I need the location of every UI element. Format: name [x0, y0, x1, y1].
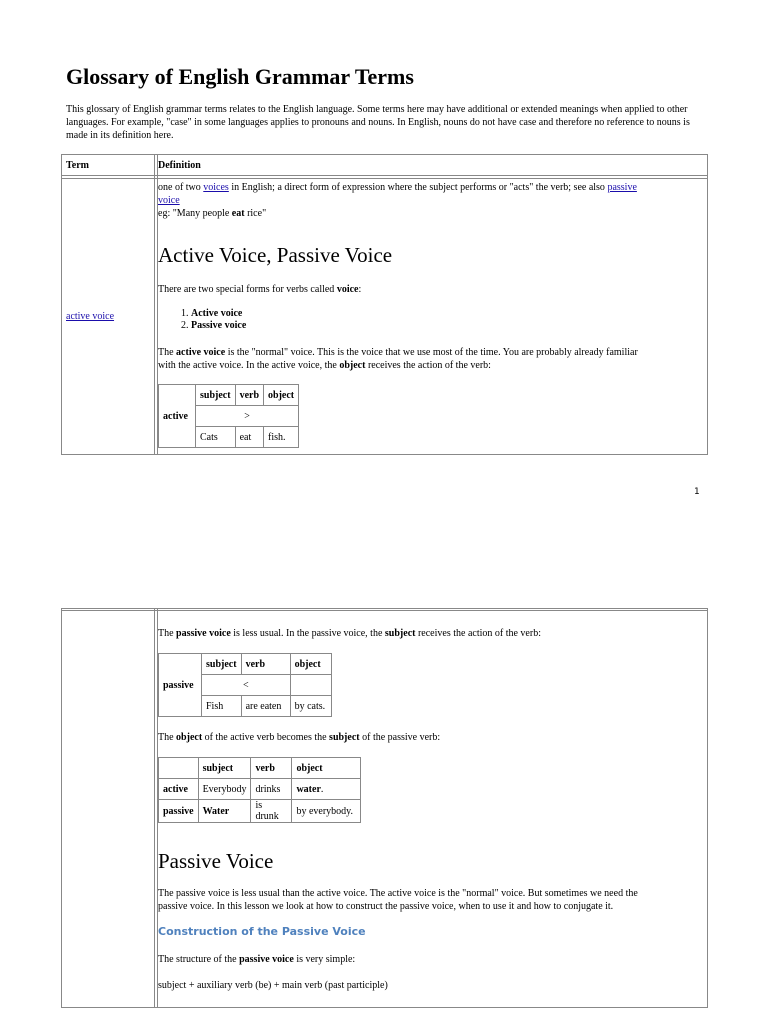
structure-formula: subject + auxiliary verb (be) + main verb (past participle)	[158, 980, 388, 991]
subsection-heading: Construction of the Passive Voice	[158, 925, 366, 938]
header-term: Term	[66, 160, 89, 171]
row-divider	[62, 175, 707, 176]
table-cell: water.	[292, 779, 361, 800]
link-passive[interactable]: passive	[607, 182, 637, 193]
page-number: 1	[694, 487, 700, 497]
glossary-table	[61, 154, 708, 455]
row-label: passive	[159, 654, 202, 717]
column-divider	[154, 609, 155, 1007]
list-item: 2. Passive voice	[191, 320, 246, 332]
passive-intro-paragraph: The passive voice is less usual than the active voice. The active voice is the "normal" voice. But sometimes we need the passive voice. In this lesson we look at how to construct the passive voice, when to use it and how to conjugate it.	[158, 888, 638, 912]
column-header: object	[264, 385, 299, 406]
comparison-table	[158, 757, 361, 823]
term-link-active-voice[interactable]: active voice	[66, 311, 115, 322]
definition-text: one of two voices in English; a direct form of expression where the subject performs or "acts" the verb; see also passive voice eg: "Many people eat rice"	[158, 182, 637, 219]
link-passive-voice[interactable]: voice	[158, 195, 180, 206]
table-cell: Water	[198, 800, 251, 823]
column-header: verb	[241, 654, 290, 675]
active-voice-table	[158, 384, 299, 448]
section-heading: Active Voice, Passive Voice	[158, 243, 393, 267]
table-cell: by cats.	[290, 696, 331, 717]
passive-voice-table	[158, 653, 332, 717]
page-title: Glossary of English Grammar Terms	[66, 64, 414, 89]
column-header: subject	[198, 758, 251, 779]
table-cell: Fish	[202, 696, 242, 717]
table-cell	[159, 758, 199, 779]
intro-paragraph: This glossary of English grammar terms relates to the English language. Some terms here may have additional or extended meanings when applied to other languages. For example, "case" in some languages applies to pronouns and nouns. In English, nouns do not have case and therefore no reference to nouns is made in its definition here.	[66, 104, 690, 141]
column-header: subject	[202, 654, 242, 675]
section-heading: Passive Voice	[158, 849, 274, 873]
column-header: verb	[251, 758, 292, 779]
table-cell: are eaten	[241, 696, 290, 717]
table-cell: fish.	[264, 427, 299, 448]
table-cell: eat	[235, 427, 263, 448]
row-divider	[62, 610, 707, 611]
table-cell: Cats	[196, 427, 236, 448]
structure-paragraph: The structure of the passive voice is very simple:	[158, 954, 356, 965]
table-cell	[290, 675, 331, 696]
row-label: passive	[159, 800, 199, 823]
active-voice-paragraph: The active voice is the "normal" voice. This is the voice that we use most of the time. You are probably already familiar with the active voice. In the active voice, the object receives the action of the verb:	[158, 347, 638, 371]
column-header: verb	[235, 385, 263, 406]
column-header: subject	[196, 385, 236, 406]
table-cell: by everybody.	[292, 800, 361, 823]
column-header: object	[290, 654, 331, 675]
direction-arrow: <	[202, 675, 291, 696]
list-item: 1. Active voice	[191, 308, 246, 320]
voice-intro: There are two special forms for verbs called voice:	[158, 284, 362, 295]
column-header: object	[292, 758, 361, 779]
table-cell: is drunk	[251, 800, 292, 823]
row-label: active	[159, 385, 196, 448]
table-cell: drinks	[251, 779, 292, 800]
row-label: active	[159, 779, 199, 800]
passive-voice-paragraph: The passive voice is less usual. In the passive voice, the subject receives the action of the verb:	[158, 628, 541, 639]
voice-list	[158, 308, 246, 332]
row-divider	[62, 178, 707, 179]
glossary-table-continued	[61, 608, 708, 1008]
link-voices[interactable]: voices	[203, 182, 229, 193]
table-cell: Everybody	[198, 779, 251, 800]
object-subject-paragraph: The object of the active verb becomes the subject of the passive verb:	[158, 732, 441, 743]
column-divider	[154, 155, 155, 454]
direction-arrow: >	[196, 406, 299, 427]
header-definition: Definition	[158, 160, 201, 171]
